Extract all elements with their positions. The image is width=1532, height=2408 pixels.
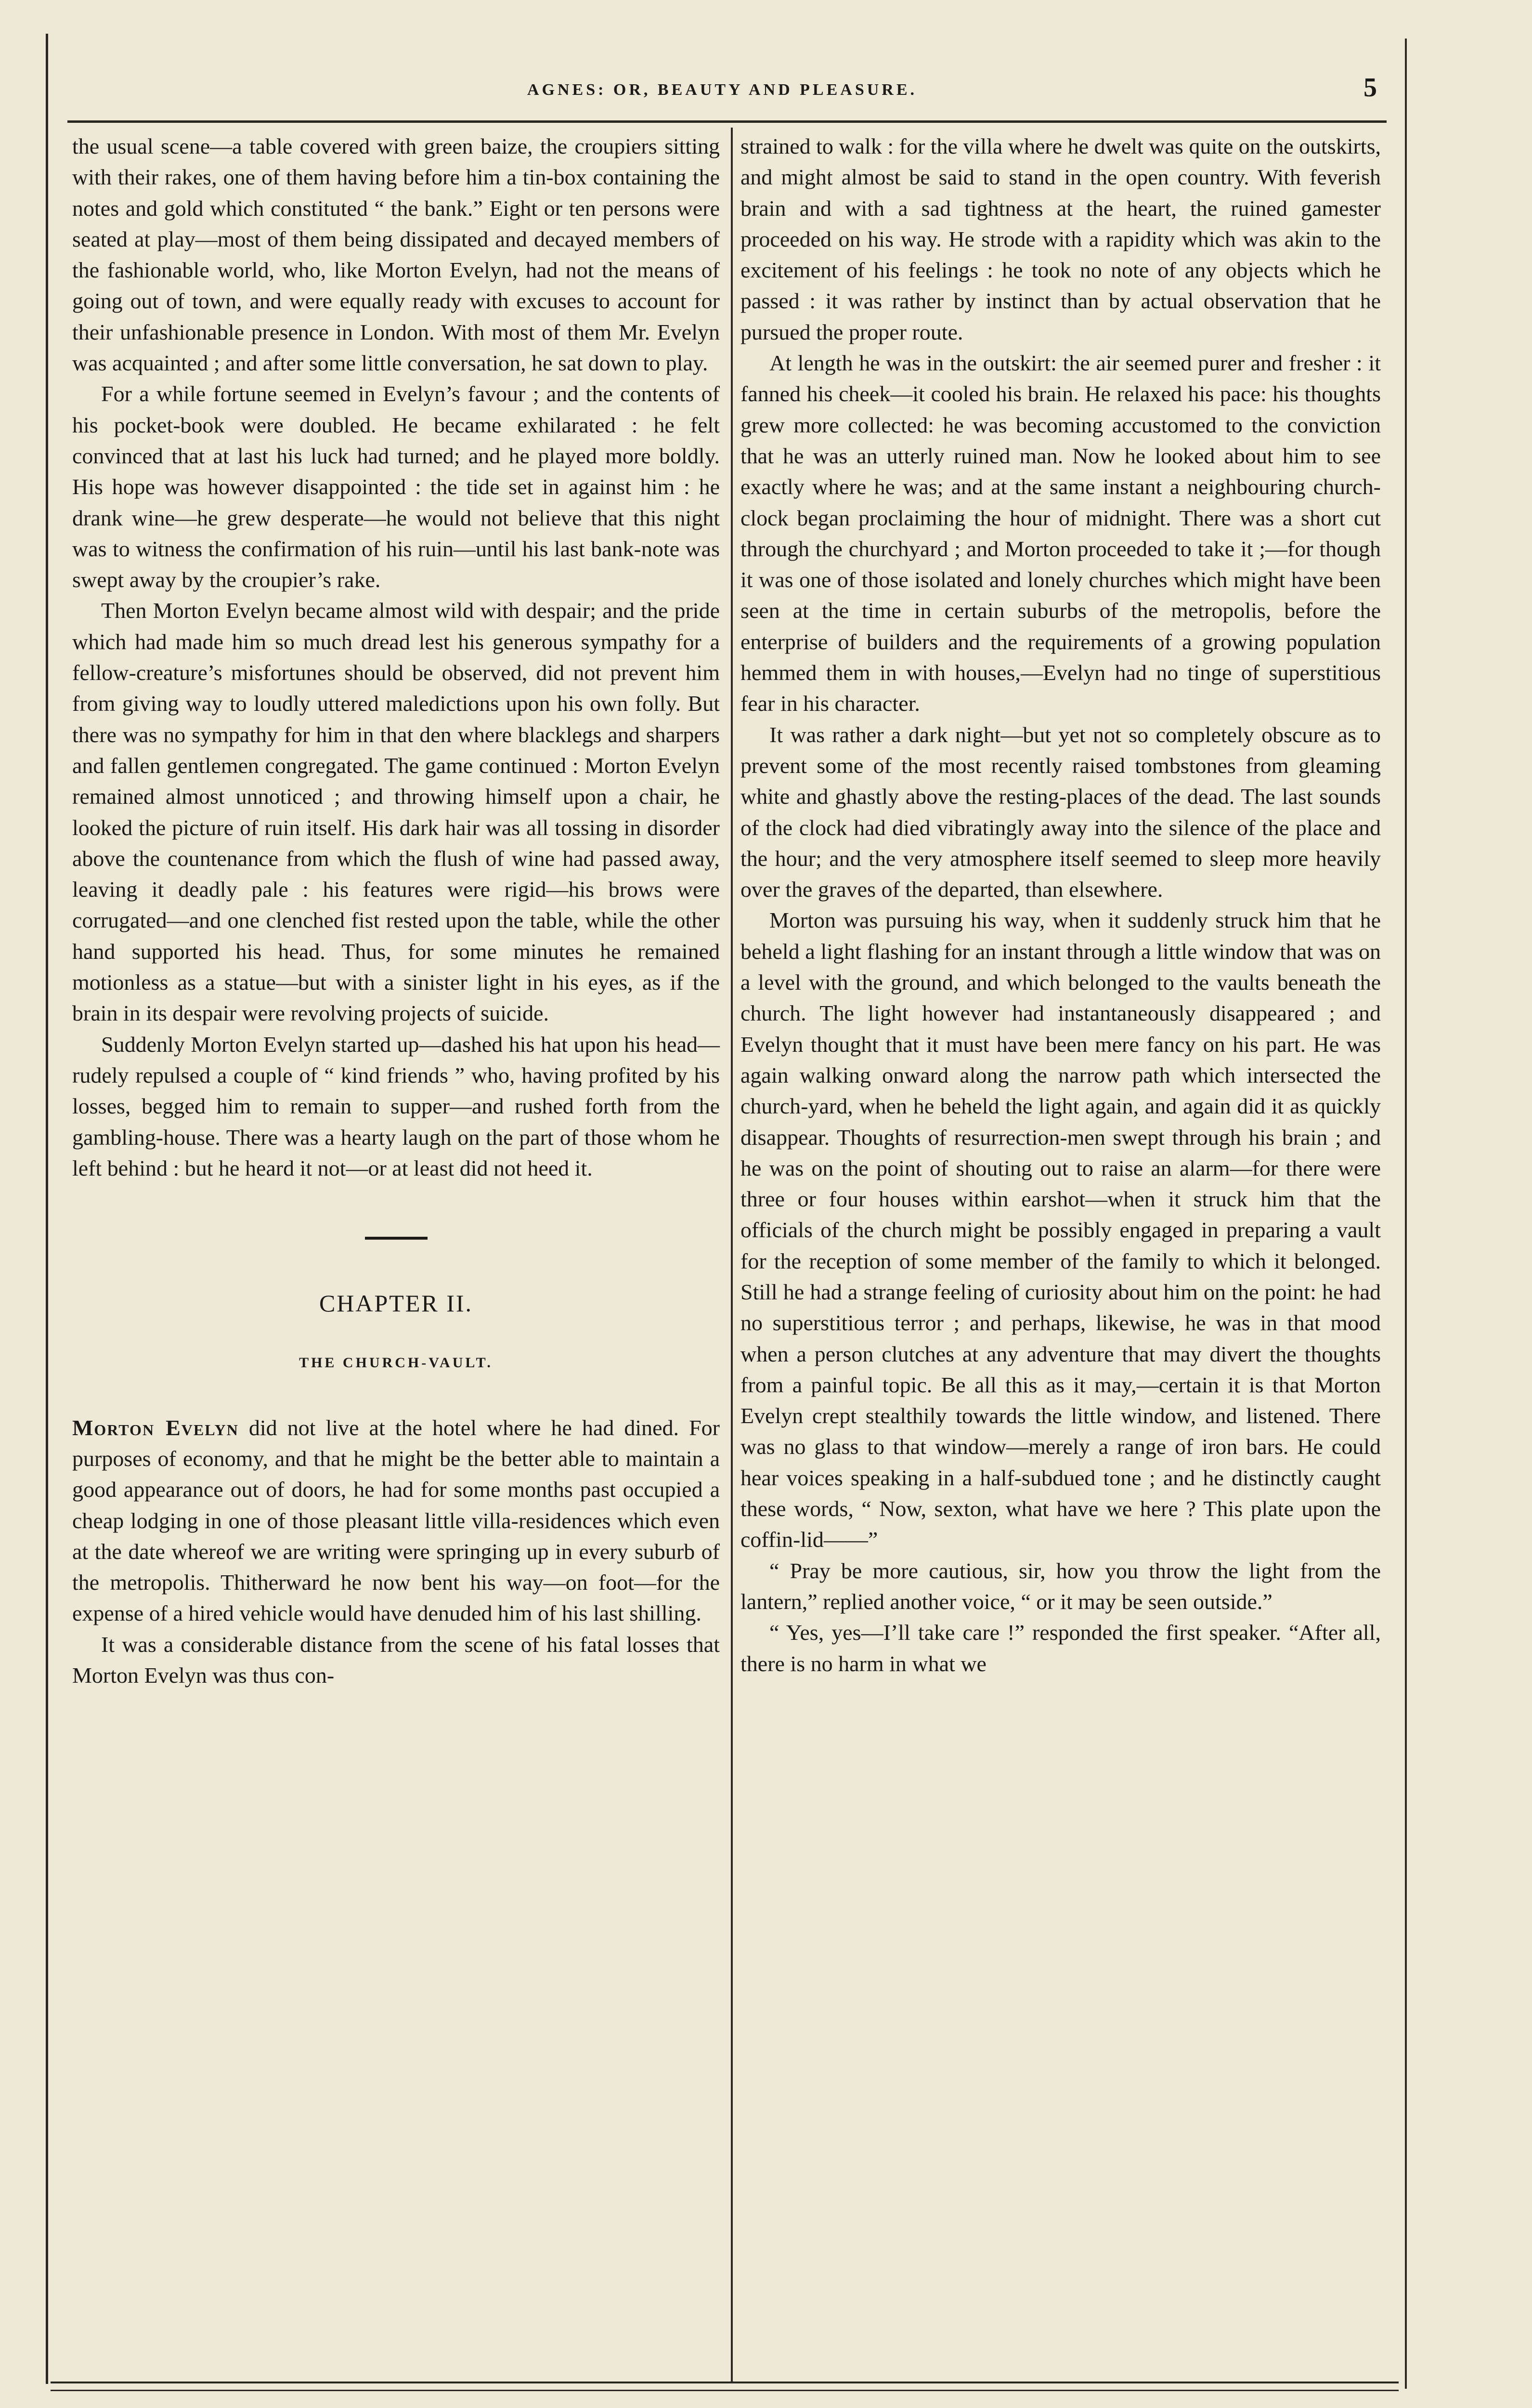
chapter-opening-paragraph — [72, 1413, 720, 1629]
right-column — [740, 131, 1381, 1679]
header-rule — [67, 120, 1387, 123]
paragraph: At length he was in the outskirt: the air seemed purer and fresher : it fanned his cheek—it cooled his brain. He relaxed his pace: his thoughts grew more collected: he was becoming accustomed to the conviction that he was an utterly ruined man. Now he looked about him to see exactly where he was; and at the same instant a neighbouring church-clock began proclaiming the hour of midnight. There was a short cut through the churchyard ; and Morton proceeded to take it ;—for though it was one of those isolated and lonely churches which might have been seen at the time in certain suburbs of the metropolis, before the enterprise of builders and the requirements of a growing population hemmed them in with houses,—Evelyn had no tinge of superstitious fear in his character. — [740, 351, 1381, 716]
paragraph: the usual scene—a table covered with green baize, the croupiers sitting with their rakes, one of them having before him a tin-box containing the notes and gold which constituted “ the bank.” Eight or ten persons were seated at play—most of them being dissipated and decayed members of the fashionable world, who, like Morton Evelyn, had not the means of going out of town, and were equally ready with excuses to account for their unfashionable presence in London. With most of them Mr. Evelyn was acquainted ; and after some little conversation, he sat down to play. — [72, 134, 720, 376]
chapter-subtitle: THE CHURCH-VAULT. — [299, 1355, 493, 1371]
page-number: 5 — [1363, 73, 1377, 103]
paragraph: Then Morton Evelyn became almost wild with despair; and the pride which had made him so much dread lest his generous sympathy for a fellow-creature’s misfortunes should be observed, did not prevent him from giving way to loudly uttered maledictions upon his own folly. But there was no sympathy for him in that den where blacklegs and sharpers and fallen gentlemen congregated. The game continued : Morton Evelyn remained almost unnoticed ; and throwing himself upon a chair, he looked the picture of ruin itself. His dark hair was all tossing in disorder above the countenance from which the flush of wine had passed away, leaving it deadly pale : his features were rigid—his brows were corrugated—and one clenched fist rested upon the table, while the other hand supported his head. Thus, for some minutes he remained motionless as a statue—but with a sinister light in his eyes, as if the brain in its despair were revolving projects of suicide. — [72, 598, 720, 1026]
page-edge-left — [46, 34, 48, 2384]
running-title: AGNES: OR, BEAUTY AND PLEASURE. — [527, 81, 918, 99]
paragraph: “ Yes, yes—I’ll take care !” responded the first speaker. “After all, there is no harm in what we — [740, 1620, 1381, 1676]
paragraph: strained to walk : for the villa where he dwelt was quite on the outskirts, and might almost be said to stand in the open country. With feverish brain and with a sad tightness at the heart, the ruined gamester proceeded on his way. He strode with a rapidity which was akin to the excitement of his feelings : he took no note of any objects which he passed : it was rather by instinct than by actual observation that he pursued the proper route. — [740, 134, 1381, 344]
paragraph: It was rather a dark night—but yet not so completely obscure as to prevent some of the most recently raised tombstones from gleaming white and ghastly above the resting-places of the dead. The last sounds of the clock had died vibratingly away into the silence of the place and the hour; and the very atmosphere itself seemed to sleep more heavily over the graves of the departed, than elsewhere. — [740, 722, 1381, 902]
chapter-separator-rule — [365, 1237, 428, 1240]
paragraph: For a while fortune seemed in Evelyn’s favour ; and the contents of his pocket-book were doubled. He became exhilarated : he felt convinced that at last his luck had turned; and he played more boldly. His hope was however disappointed : the tide set in against him : he drank wine—he grew desperate—he would not believe that this night was to witness the confirmation of his ruin—until his last bank-note was swept away by the croupier’s rake. — [72, 381, 720, 592]
left-column — [72, 131, 720, 1691]
footer-rule — [51, 2382, 1399, 2383]
chapter-title: CHAPTER II. — [319, 1290, 473, 1317]
chapter-lead-words: Morton Evelyn — [72, 1415, 239, 1440]
column-divider — [731, 128, 733, 2382]
paragraph: Morton was pursuing his way, when it suddenly struck him that he beheld a light flashing for an instant through a little window that was on a level with the ground, and which belonged to the vaults beneath the church. The light however had instantaneously disappeared ; and Evelyn thought that it must have been mere fancy on his part. He was again walking onward along the narrow path which intersected the church-yard, when he beheld the light again, and again did it as quickly disappear. Thoughts of resurrection-men swept through his brain ; and he was on the point of shouting out to raise an alarm—for there were three or four houses within earshot—when it struck him that the officials of the church might be possibly engaged in preparing a vault for the reception of some member of the family to which it belonged. Still he had a strange feeling of curiosity about him on the point: he had no superstitious terror ; and perhaps, likewise, he was in that mood when a person clutches at any adventure that may divert the thoughts from a painful topic. Be all this as it may,—certain it is that Morton Evelyn crept stealthily towards the little window, and listened. There was no glass to that window—merely a range of iron bars. He could hear voices speaking in a half-subdued tone ; and he distinctly caught these words, “ Now, sexton, what have we here ? This plate upon the coffin-lid——” — [740, 908, 1381, 1552]
paragraph-text: did not live at the hotel where he had dined. For purposes of economy, and that he might be the better able to maintain a good appearance out of doors, he had for some months past occupied a cheap lodging in one of those pleasant little villa-residences which even at the date whereof we are writing were springing up in every suburb of the metropolis. Thitherward he now bent his way—on foot—for the expense of a hired vehicle would have denuded him of his last shilling. — [72, 1415, 720, 1626]
page-edge-right — [1405, 39, 1407, 2389]
paragraph: “ Pray be more cautious, sir, how you throw the light from the lantern,” replied another voice, “ or it may be seen outside.” — [740, 1558, 1381, 1614]
paragraph: It was a considerable distance from the scene of his fatal losses that Morton Evelyn was thus con- — [72, 1632, 720, 1688]
footer-rule-secondary — [51, 2390, 1399, 2391]
running-header — [67, 72, 1377, 116]
paragraph: Suddenly Morton Evelyn started up—dashed his hat upon his head—rudely repulsed a couple of “ kind friends ” who, having profited by his losses, begged him to remain to supper—and rushed forth from the gambling-house. There was a hearty laugh on the part of those whom he left behind : but he heard it not—or at least did not heed it. — [72, 1032, 720, 1180]
